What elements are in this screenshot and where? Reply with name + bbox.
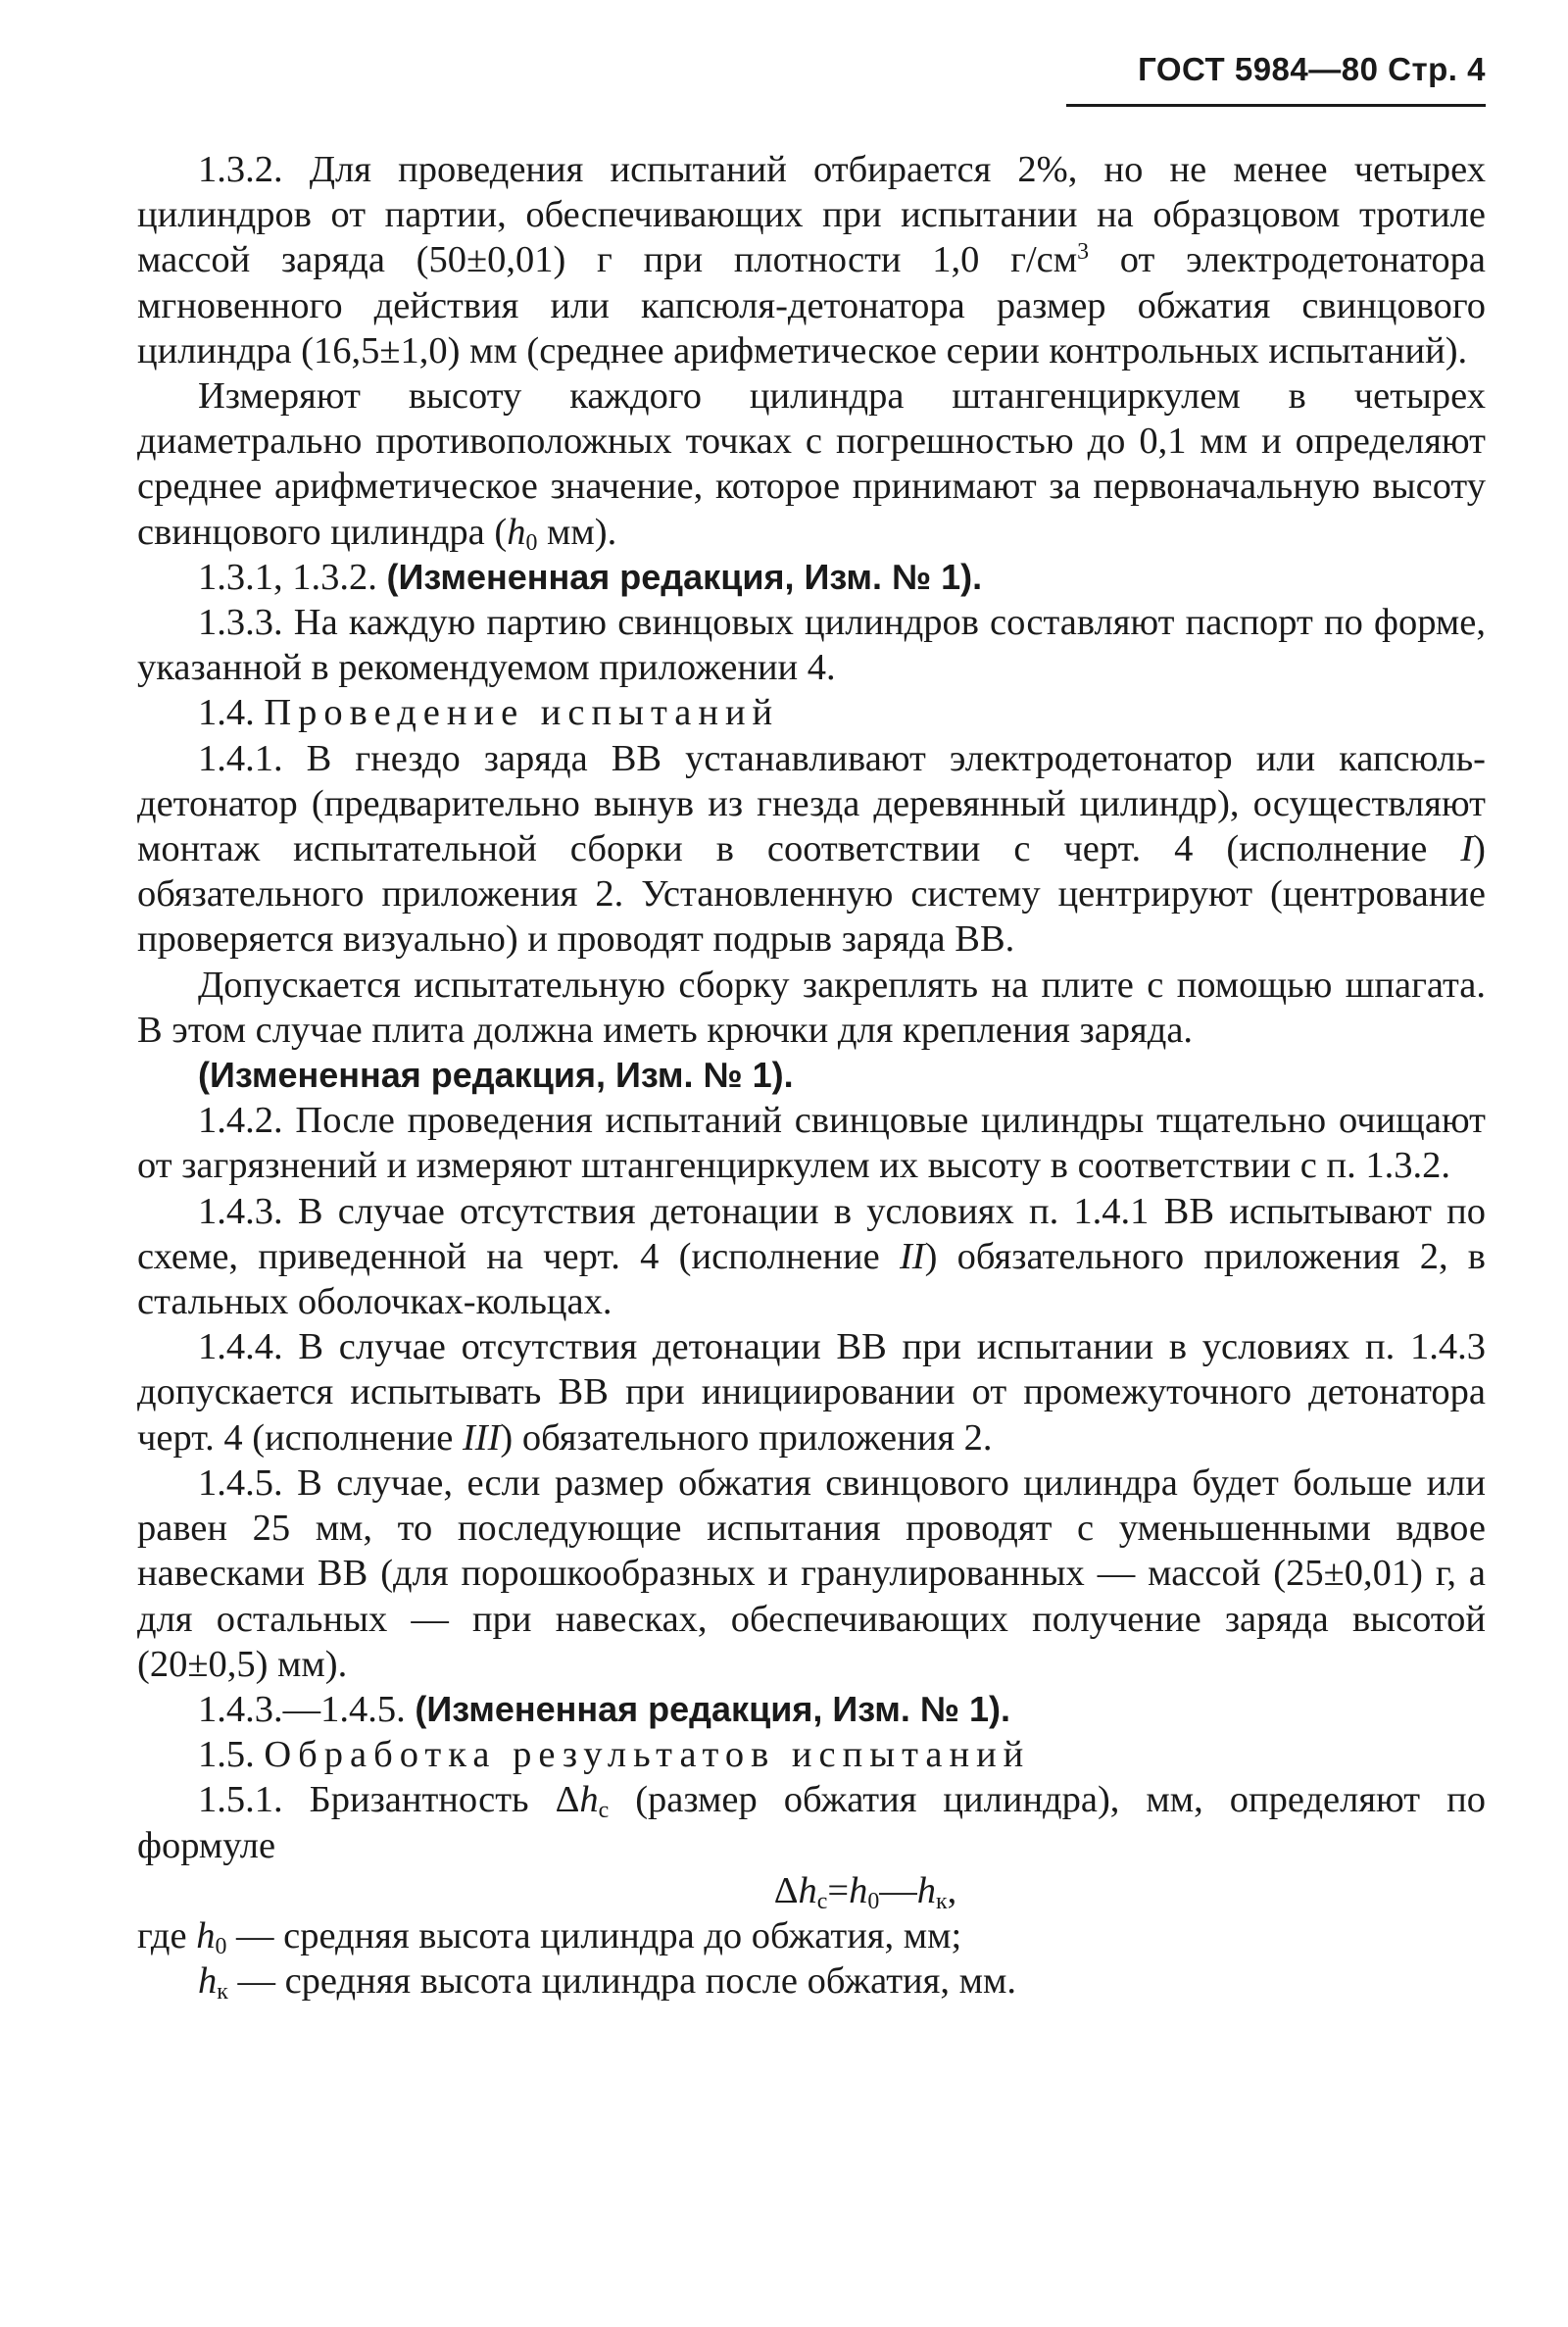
- paragraph-1-4-2: 1.4.2. После проведения испытаний свинцовые цилиндры тщательно очищают от загрязнений и измеряют штангенциркулем их высоту в соответствии с п. 1.3.2.: [137, 1100, 1486, 1187]
- standard-number: ГОСТ 5984—80: [1138, 51, 1379, 87]
- paragraph-measure-height: Измеряют высоту каждого цилиндра штангенциркулем в четырех диаметрально противоположных точках с погрешностью до 0,1 мм и определяют среднее арифметическое значение, которое принимают за первоначальную высоту свинцового цилиндра ($h_0$ мм).: [137, 375, 1486, 556]
- paragraph-1-4-5: 1.4.5. В случае, если размер обжатия свинцового цилиндра будет больше или равен 25 мм, то последующие испытания проводят с уменьшенными вдвое навесками ВВ (для порошкообразных и гранулированных — массой (25±0,01) г, а для остальных — при навесках, обеспечивающих получение заряда высотой (20±0,5) мм).: [137, 1461, 1486, 1685]
- paragraph-1-5-1: 1.5.1. Бризантность $\Delta h_c$ (размер обжатия цилиндра), мм, определяют по формуле: [137, 1779, 1486, 1866]
- page-header: [1066, 51, 1486, 88]
- amendment-note-3: 1.4.3.—1.4.5. (Измененная редакция, Изм. № 1).: [198, 1688, 1010, 1730]
- formula-legend-hk: $h_к$ — средняя высота цилиндра после обжатия, мм.: [198, 1960, 1016, 2005]
- header-rule: [1066, 104, 1486, 107]
- section-1-4-heading: 1.4. Проведение испытаний: [198, 692, 780, 734]
- amendment-note-1: 1.3.1, 1.3.2. (Измененная редакция, Изм. № 1).: [198, 556, 983, 598]
- paragraph-1-3-2: 1.3.2. Для проведения испытаний отбирается 2%, но не менее четырех цилиндров от партии, обеспечивающих при испытании на образцовом тротиле массой заряда (50±0,01) г при плотности 1,0 $г/см^3$ от электродетонатора мгновенного действия или капсюля-детонатора размер обжатия свинцового цилиндра (16,5±1,0) мм (среднее арифметическое серии контрольных испытаний).: [137, 149, 1486, 371]
- paragraph-1-3-3: 1.3.3. На каждую партию свинцовых цилиндров составляют паспорт по форме, указанной в рекомендуемом приложении 4.: [137, 602, 1486, 689]
- brisance-formula: $\Delta h_c=h_0—h_к$,: [773, 1869, 957, 1914]
- paragraph-1-4-3: 1.4.3. В случае отсутствия детонации в условиях п. 1.4.1 ВВ испытывают по схеме, приведенной на черт. 4 (исполнение II) обязательного приложения 2, в стальных оболочках-кольцах.: [137, 1190, 1486, 1323]
- document-body: [137, 147, 1486, 2004]
- paragraph-fastening: Допускается испытательную сборку закреплять на плите с помощью шпагата. В этом случае плита должна иметь крючки для крепления заряда.: [137, 964, 1486, 1051]
- formula-legend-h0: где $h_0$ — средняя высота цилиндра до обжатия, мм;: [137, 1914, 962, 1959]
- paragraph-1-4-4: 1.4.4. В случае отсутствия детонации ВВ при испытании в условиях п. 1.4.3 допускается испытывать ВВ при инициировании от промежуточного детонатора черт. 4 (исполнение III) обязательного приложения 2.: [137, 1326, 1486, 1459]
- section-1-5-heading: 1.5. Обработка результатов испытаний: [198, 1734, 1031, 1776]
- page-number: Стр. 4: [1388, 51, 1486, 87]
- paragraph-1-4-1: 1.4.1. В гнездо заряда ВВ устанавливают электродетонатор или капсюль-детонатор (предварительно вынув из гнезда деревянный цилиндр), осуществляют монтаж испытательной сборки в соответствии с черт. 4 (исполнение I) обязательного приложения 2. Установленную систему центрируют (центрование проверяется визуально) и проводят подрыв заряда ВВ.: [137, 737, 1486, 961]
- amendment-note-2: (Измененная редакция, Изм. № 1).: [198, 1055, 794, 1096]
